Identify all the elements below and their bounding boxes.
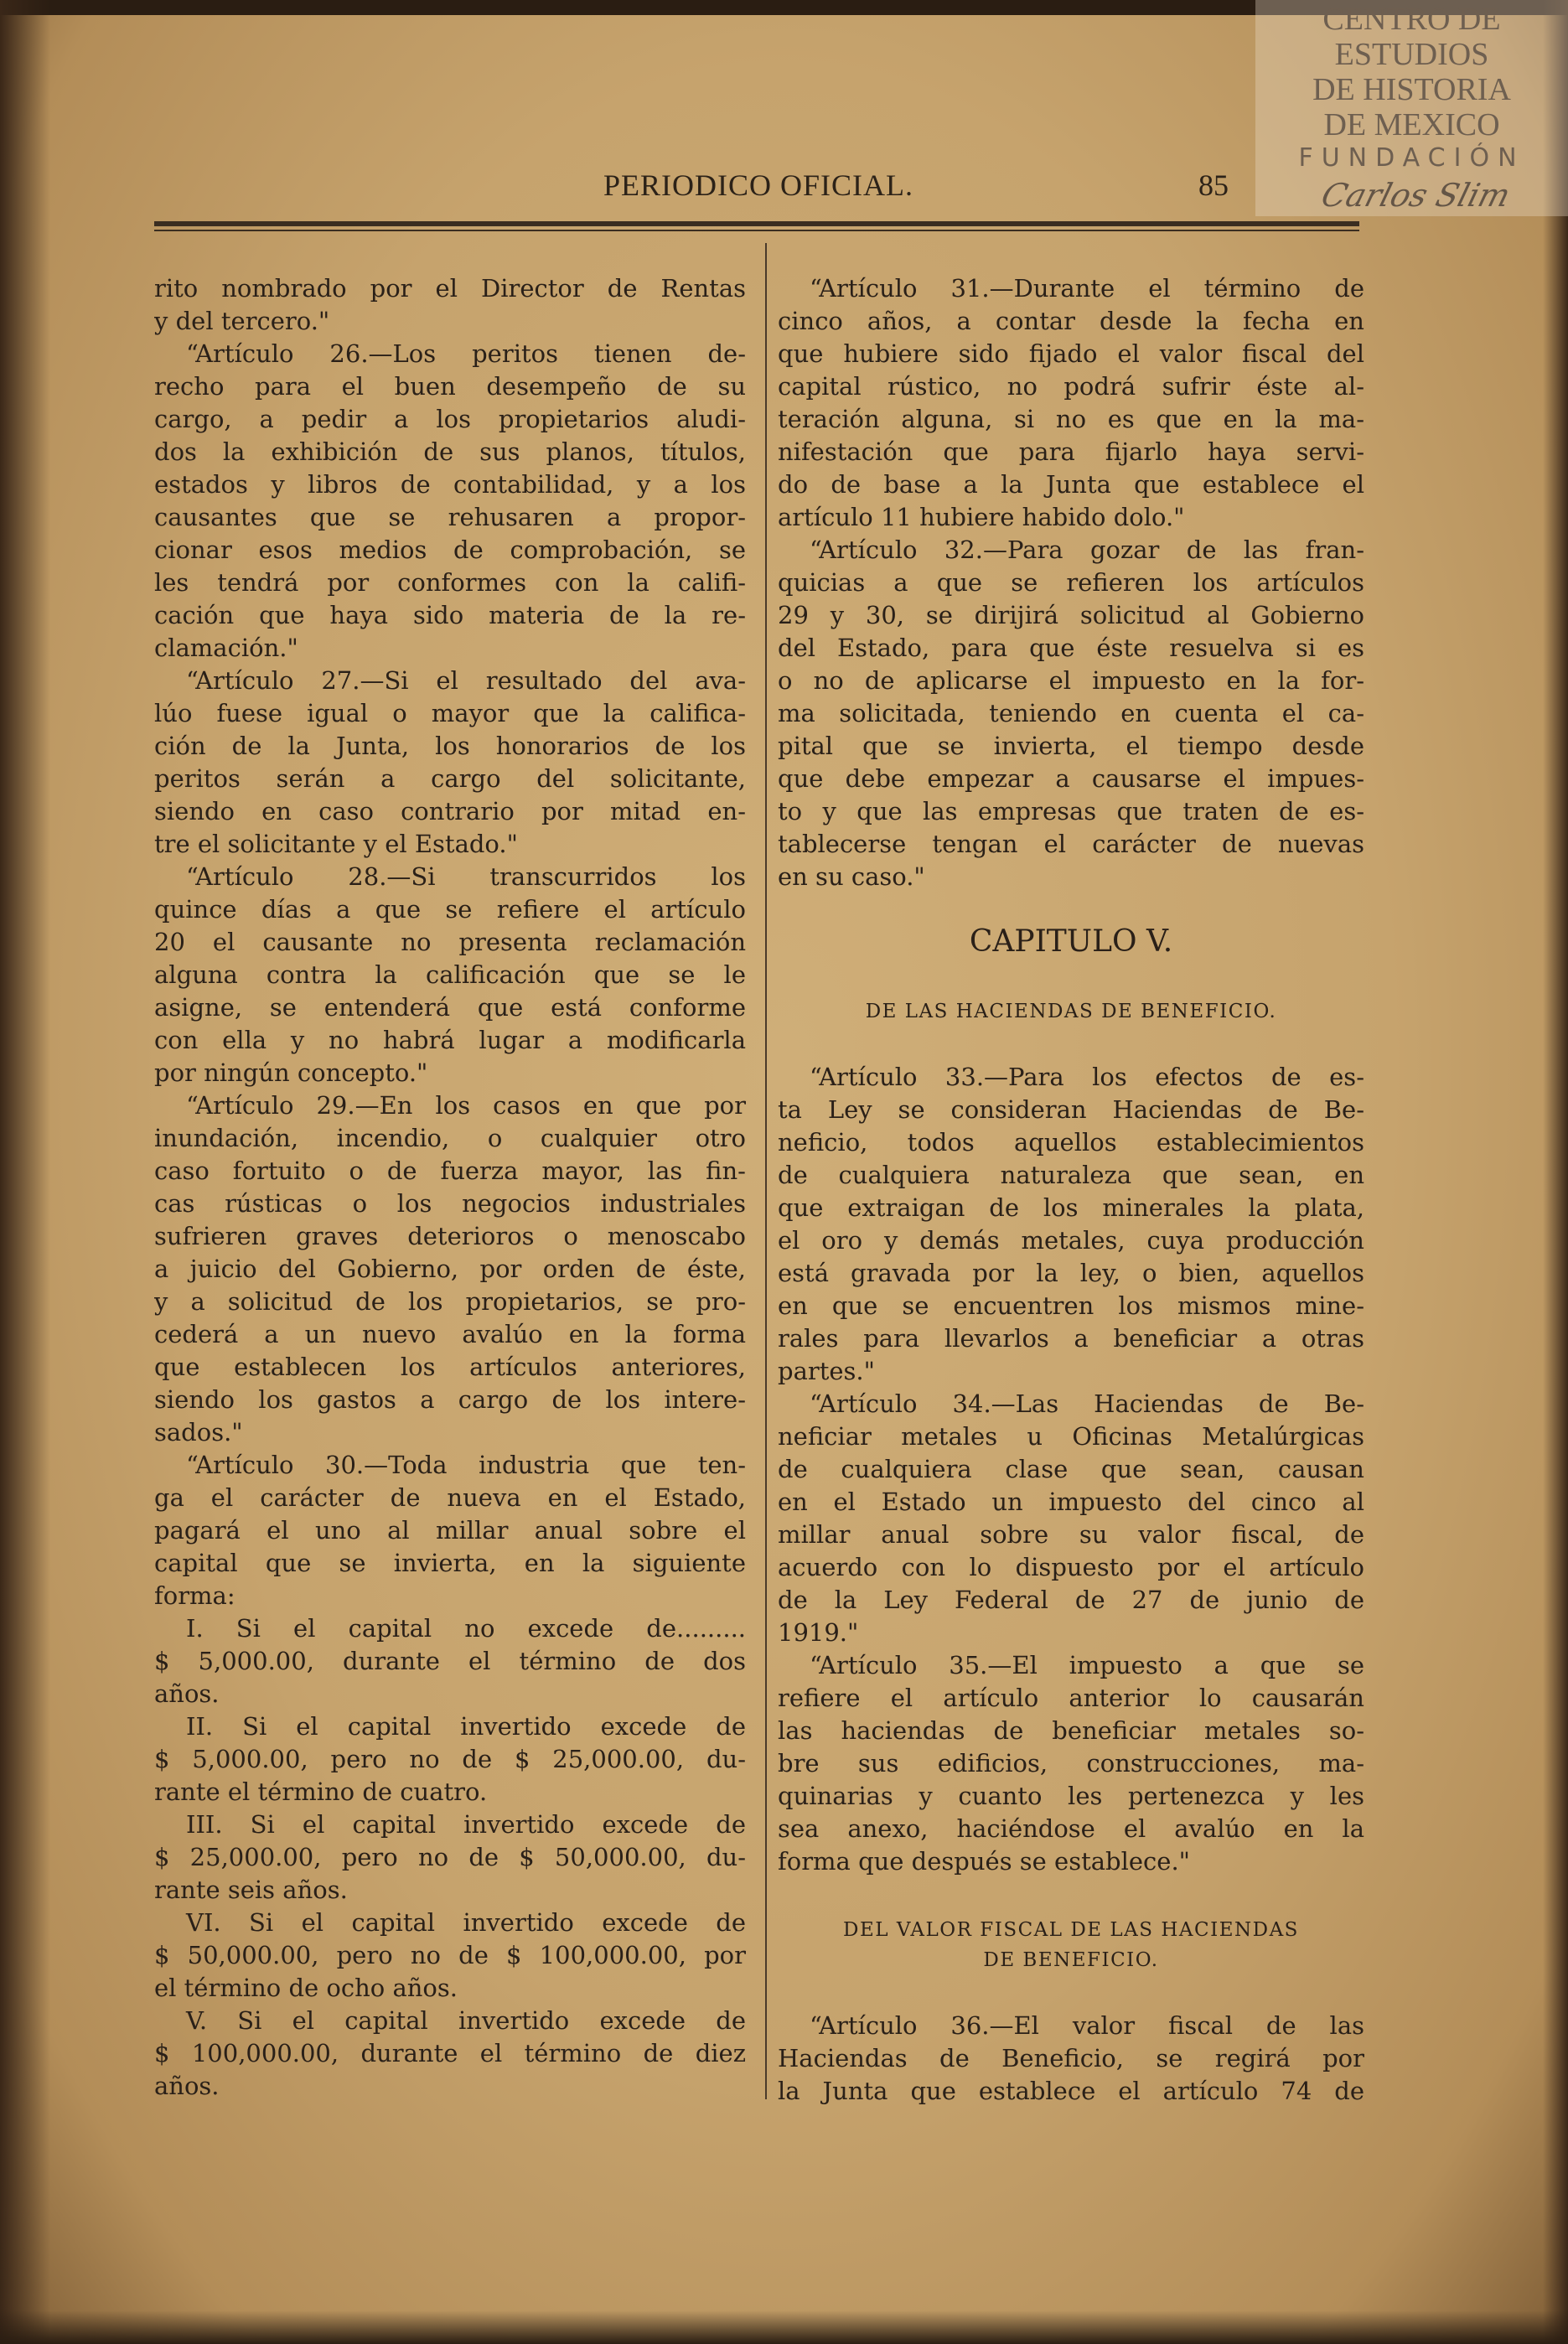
text-line: ción de la Junta, los honorarios de los	[154, 732, 746, 760]
text-line: o no de aplicarse el impuesto en la for-	[778, 666, 1364, 695]
text-line: el término de ocho años.	[154, 1974, 458, 2002]
text-line: en el Estado un impuesto del cinco al	[778, 1488, 1364, 1516]
text-line: peritos serán a cargo del solicitante,	[154, 764, 746, 793]
text-line: de la Ley Federal de 27 de junio de	[778, 1586, 1364, 1614]
text-line: con ella y no habrá lugar a modificarla	[154, 1026, 746, 1054]
watermark-line: DE MEXICO	[1323, 107, 1500, 142]
text-line: que extraigan de los minerales la plata,	[778, 1193, 1364, 1222]
text-line: capital que se invierta, en la siguiente	[154, 1549, 746, 1577]
text-line: que hubiere sido fijado el valor fiscal del	[778, 339, 1364, 368]
text-line: que debe empezar a causarse el impues-	[778, 764, 1364, 793]
text-line: “Artículo 27.—Si el resultado del ava-	[186, 666, 746, 695]
watermark-line: CENTRO DE	[1322, 2, 1501, 37]
text-line: ma solicitada, teniendo en cuenta el ca-	[778, 699, 1364, 727]
text-line: quicias a que se refieren los artículos	[778, 568, 1364, 597]
text-line: rante el término de cuatro.	[154, 1777, 488, 1806]
text-line: III. Si el capital invertido excede de	[186, 1810, 746, 1839]
text-line: $ 100,000.00, durante el término de diez	[154, 2039, 746, 2067]
text-line: tre el solicitante y el Estado."	[154, 830, 518, 858]
text-line: 1919."	[778, 1618, 859, 1647]
text-line: cederá a un nuevo avalúo en la forma	[154, 1320, 746, 1348]
text-line: y del tercero."	[154, 307, 330, 335]
text-line: cas rústicas o los negocios industriales	[154, 1189, 746, 1218]
text-line: “Artículo 34.—Las Haciendas de Be-	[810, 1389, 1364, 1418]
text-line: $ 5,000.00, pero no de $ 25,000.00, du-	[154, 1745, 746, 1773]
text-line: “Artículo 28.—Si transcurridos los	[186, 862, 746, 891]
text-line: VI. Si el capital invertido excede de	[186, 1908, 746, 1937]
text-line: siendo en caso contrario por mitad en-	[154, 797, 746, 825]
text-line: a juicio del Gobierno, por orden de éste,	[154, 1255, 746, 1283]
text-line: sufrieren graves deterioros o menoscabo	[154, 1222, 746, 1250]
text-line: V. Si el capital invertido excede de	[186, 2006, 746, 2035]
text-line: por ningún concepto."	[154, 1058, 428, 1087]
text-line: ga el carácter de nueva en el Estado,	[154, 1483, 746, 1512]
text-line: alguna contra la calificación que se le	[154, 960, 746, 989]
text-line: asigne, se entenderá que está conforme	[154, 993, 746, 1022]
text-line: cionar esos medios de comprobación, se	[154, 536, 746, 564]
text-line: “Artículo 29.—En los casos en que por	[186, 1091, 746, 1120]
text-line: causantes que se rehusaren a propor-	[154, 503, 746, 531]
text-line: del Estado, para que éste resuelva si es	[778, 634, 1364, 662]
text-line: forma que después se establece."	[778, 1847, 1191, 1876]
text-line: 20 el causante no presenta reclamación	[154, 928, 746, 956]
text-line: II. Si el capital invertido excede de	[186, 1712, 746, 1741]
text-line: de cualquiera naturaleza que sean, en	[778, 1161, 1364, 1189]
text-line: to y que las empresas que traten de es-	[778, 797, 1364, 825]
text-line: años.	[154, 2072, 220, 2100]
text-line: cinco años, a contar desde la fecha en	[778, 307, 1364, 335]
watermark-signature: Carlos Slim	[1317, 177, 1514, 214]
text-line: cargo, a pedir a los propietarios aludi-	[154, 405, 746, 433]
text-line: teración alguna, si no es que en la ma-	[778, 405, 1364, 433]
right-column	[778, 272, 1364, 2108]
text-line: el oro y demás metales, cuya producción	[778, 1226, 1364, 1255]
text-line: “Artículo 31.—Durante el término de	[810, 274, 1364, 303]
text-line: neficio, todos aquellos establecimientos	[778, 1128, 1364, 1156]
text-line: bre sus edificios, construcciones, ma-	[778, 1749, 1364, 1777]
text-line: pital que se invierta, el tiempo desde	[778, 732, 1364, 760]
text-line: refiere el artículo anterior lo causarán	[778, 1684, 1364, 1712]
text-line: ta Ley se consideran Haciendas de Be-	[778, 1095, 1364, 1124]
archive-watermark	[1255, 0, 1568, 216]
text-line: la Junta que establece el artículo 74 de	[778, 2077, 1364, 2105]
text-line: $ 5,000.00, durante el término de dos	[154, 1647, 746, 1675]
text-line: do de base a la Junta que establece el	[778, 470, 1364, 499]
text-line: está gravada por la ley, o bien, aquellos	[778, 1259, 1364, 1287]
text-line: quince días a que se refiere el artículo	[154, 895, 746, 924]
left-column	[154, 272, 746, 2103]
text-line: dos la exhibición de sus planos, títulos,	[154, 437, 746, 466]
section-subheading: DE LAS HACIENDAS DE BENEFICIO.	[865, 1001, 1277, 1022]
header-rule-thick	[154, 221, 1359, 226]
text-line: pagará el uno al millar anual sobre el	[154, 1516, 746, 1545]
text-line: “Artículo 30.—Toda industria que ten-	[186, 1451, 746, 1479]
text-line: acuerdo con lo dispuesto por el artículo	[778, 1553, 1364, 1581]
text-line: años.	[154, 1679, 220, 1708]
watermark-line: ESTUDIOS	[1334, 37, 1489, 72]
text-line: recho para el buen desempeño de su	[154, 372, 746, 401]
text-line: lúo fuese igual o mayor que la califica-	[154, 699, 746, 727]
text-line: “Artículo 35.—El impuesto a que se	[810, 1651, 1364, 1679]
text-line: inundación, incendio, o cualquier otro	[154, 1124, 746, 1152]
scan-edge-left	[0, 0, 50, 2344]
section-subheading: DE BENEFICIO.	[983, 1949, 1159, 1971]
text-line: que establecen los artículos anteriores,	[154, 1353, 746, 1381]
text-line: $ 50,000.00, pero no de $ 100,000.00, por	[154, 1941, 746, 1969]
text-line: forma:	[154, 1581, 235, 1610]
text-line: “Artículo 33.—Para los efectos de es-	[810, 1063, 1364, 1091]
text-line: de cualquiera clase que sean, causan	[778, 1455, 1364, 1483]
text-line: “Artículo 32.—Para gozar de las fran-	[810, 536, 1364, 564]
text-line: rante seis años.	[154, 1876, 348, 1904]
text-line: “Artículo 36.—El valor fiscal de las	[810, 2011, 1364, 2040]
text-line: sados."	[154, 1418, 243, 1446]
text-line: “Artículo 26.—Los peritos tienen de-	[186, 339, 746, 368]
text-line: clamación."	[154, 634, 298, 662]
newspaper-title: PERIODICO OFICIAL.	[603, 168, 913, 202]
watermark-line: DE HISTORIA	[1312, 72, 1511, 107]
text-line: nifestación que para fijarlo haya servi-	[778, 437, 1364, 466]
watermark-foundation: FUNDACIÓN	[1298, 143, 1525, 173]
chapter-heading: CAPITULO V.	[969, 924, 1173, 959]
text-line: las haciendas de beneficiar metales so-	[778, 1716, 1364, 1745]
text-line: rito nombrado por el Director de Rentas	[154, 274, 746, 303]
text-line: millar anual sobre su valor fiscal, de	[778, 1520, 1364, 1549]
page-number: 85	[1198, 168, 1229, 202]
text-line: partes."	[778, 1357, 875, 1385]
text-line: 29 y 30, se dirijirá solicitud al Gobierno	[778, 601, 1364, 629]
text-line: les tendrá por conformes con la califi-	[154, 568, 746, 597]
text-line: caso fortuito o de fuerza mayor, las fin-	[154, 1156, 746, 1185]
text-line: neficiar metales u Oficinas Metalúrgicas	[778, 1422, 1364, 1451]
text-line: sea anexo, haciéndose el avalúo en la	[778, 1814, 1364, 1843]
column-divider	[765, 243, 767, 2099]
text-line: quinarias y cuanto les pertenezca y les	[778, 1782, 1364, 1810]
text-line: tablecerse tengan el carácter de nuevas	[778, 830, 1364, 858]
text-line: estados y libros de contabilidad, y a los	[154, 470, 746, 499]
text-line: rales para llevarlos a beneficiar a otras	[778, 1324, 1364, 1353]
text-line: Haciendas de Beneficio, se regirá por	[778, 2044, 1364, 2072]
scan-edge-bottom	[0, 2310, 1568, 2344]
text-line: I. Si el capital no excede de.........	[186, 1614, 746, 1643]
text-line: artículo 11 hubiere habido dolo."	[778, 503, 1185, 531]
text-line: $ 25,000.00, pero no de $ 50,000.00, du-	[154, 1843, 746, 1871]
text-line: en su caso."	[778, 862, 925, 891]
scan-edge-right	[1543, 0, 1568, 2344]
text-line: siendo los gastos a cargo de los intere-	[154, 1385, 746, 1414]
section-subheading: DEL VALOR FISCAL DE LAS HACIENDAS	[843, 1919, 1299, 1941]
text-line: capital rústico, no podrá sufrir éste al-	[778, 372, 1364, 401]
header-rule-thin	[154, 230, 1359, 231]
text-line: en que se encuentren los mismos mine-	[778, 1291, 1364, 1320]
text-line: cación que haya sido materia de la re-	[154, 601, 746, 629]
text-line: y a solicitud de los propietarios, se pro-	[154, 1287, 746, 1316]
